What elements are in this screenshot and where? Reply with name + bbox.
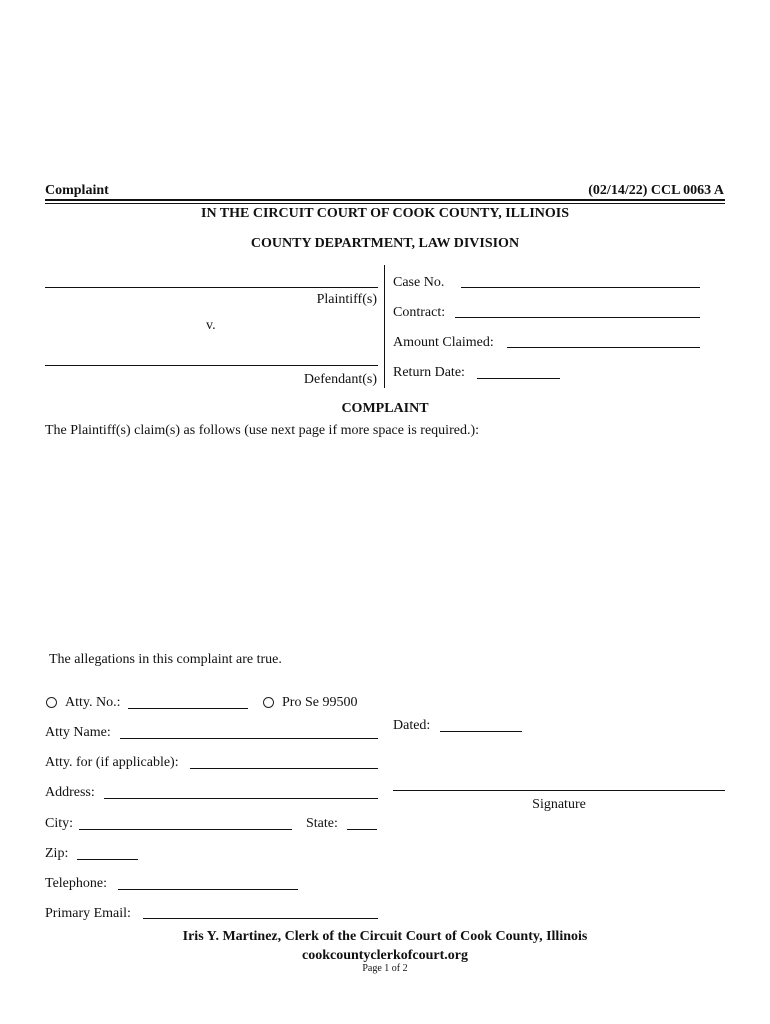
amount-claimed-field[interactable] [507,347,700,348]
contract-field[interactable] [455,317,700,318]
atty-no-field[interactable] [128,708,248,709]
form-name: Complaint [45,183,109,198]
clerk-website[interactable]: cookcountyclerkofcourt.org [301,948,469,963]
complaint-intro: The Plaintiff(s) claim(s) as follows (use next page if more space is required.): [45,423,479,438]
defendant-label: Defendant(s) [303,372,377,387]
atty-name-field[interactable] [120,738,378,739]
city-field[interactable] [79,829,292,830]
email-label: Primary Email: [45,906,131,921]
signature-line[interactable] [393,790,725,791]
versus-label: v. [206,318,216,333]
division-title: COUNTY DEPARTMENT, LAW DIVISION [250,236,520,251]
defendant-line[interactable] [45,365,378,366]
case-no-field[interactable] [461,287,700,288]
pro-se-radio[interactable] [263,697,274,708]
state-field[interactable] [347,829,377,830]
allegation-statement: The allegations in this complaint are true. [49,652,282,667]
telephone-field[interactable] [118,889,298,890]
complaint-text-area[interactable] [45,445,725,640]
dated-label: Dated: [393,718,431,733]
header-rule-bottom [45,203,725,204]
email-field[interactable] [143,918,378,919]
atty-for-label: Atty. for (if applicable): [45,755,179,770]
form-code: (02/14/22) CCL 0063 A [588,183,724,198]
pro-se-label: Pro Se 99500 [282,695,358,710]
amount-claimed-label: Amount Claimed: [393,335,494,350]
signature-label: Signature [532,797,586,812]
dated-field[interactable] [440,731,522,732]
zip-field[interactable] [77,859,138,860]
plaintiff-label: Plaintiff(s) [316,292,377,307]
parties-divider [384,265,385,388]
clerk-name: Iris Y. Martinez, Clerk of the Circuit Court of Cook County, Illinois [182,929,588,944]
header-rule-top [45,199,725,201]
telephone-label: Telephone: [45,876,107,891]
city-label: City: [45,816,74,831]
atty-no-radio[interactable] [46,697,57,708]
atty-for-field[interactable] [190,768,378,769]
court-title: IN THE CIRCUIT COURT OF COOK COUNTY, ILLINOIS [201,206,569,221]
complaint-title: COMPLAINT [341,401,429,416]
page-number: Page 1 of 2 [362,963,408,974]
zip-label: Zip: [45,846,69,861]
state-label: State: [306,816,338,831]
case-no-label: Case No. [393,275,445,290]
atty-name-label: Atty Name: [45,725,111,740]
address-field[interactable] [104,798,378,799]
plaintiff-line[interactable] [45,287,378,288]
address-label: Address: [45,785,95,800]
return-date-label: Return Date: [393,365,465,380]
return-date-field[interactable] [477,378,560,379]
contract-label: Contract: [393,305,446,320]
atty-no-label: Atty. No.: [65,695,121,710]
